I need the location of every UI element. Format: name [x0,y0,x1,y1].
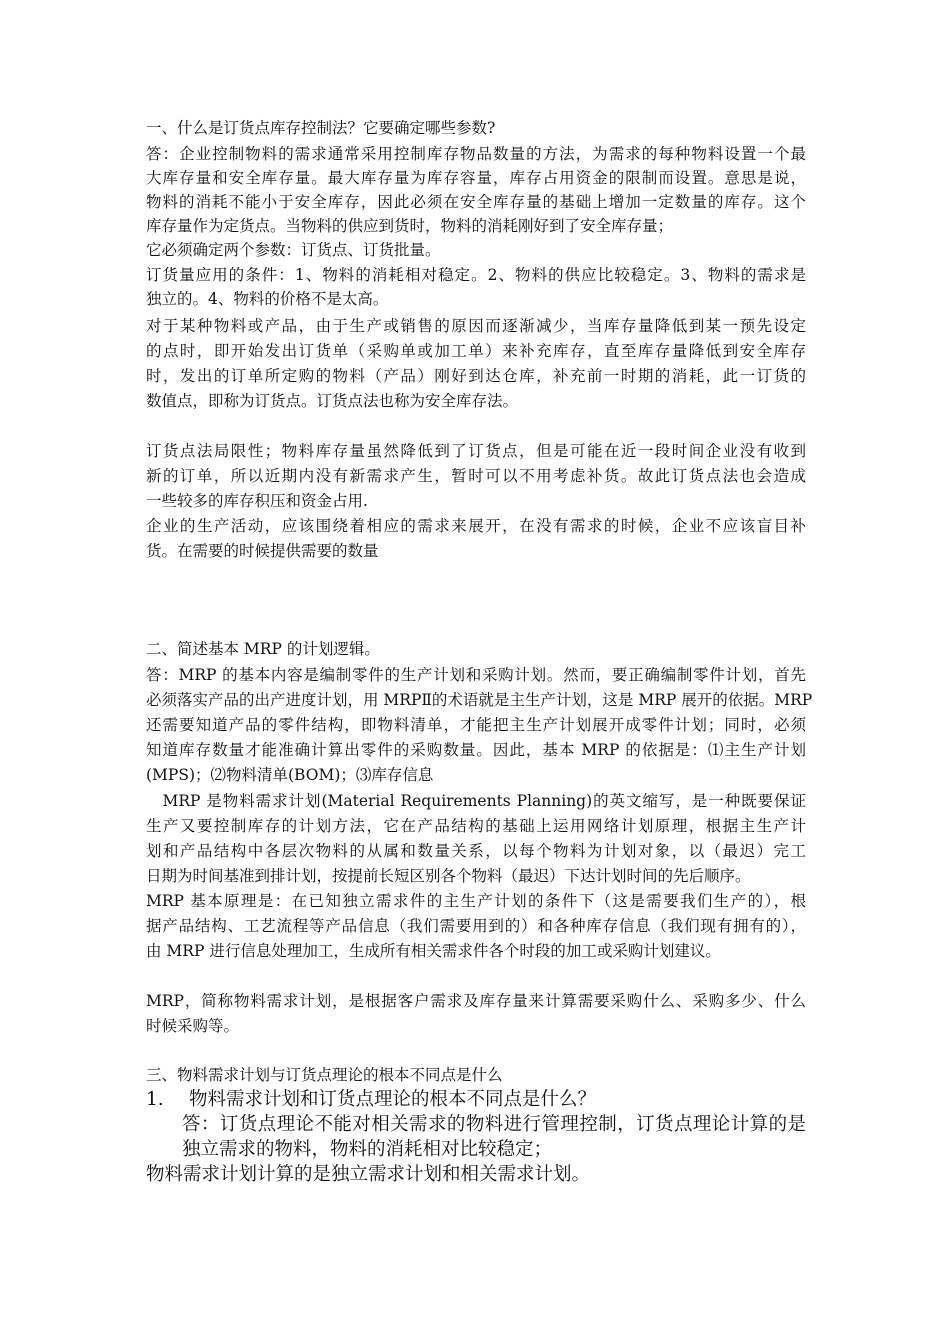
section1-line: 时，发出的订单所定购的物料（产品）刚好到达仓库，补充前一时期的消耗，此一订货的 [146,367,806,385]
section3-answer-line: 答：订货点理论不能对相关需求的物料进行管理控制，订货点理论计算的是 [182,1114,806,1135]
section2-line: 必须落实产品的出产进度计划，用 MRPⅡ的术语就是主生产计划，这是 MRP 展开的依据。MRP [146,691,813,709]
section2-line: MRP，简称物料需求计划，是根据客户需求及库存量来计算需要采购什么、采购多少、什么 [146,992,806,1010]
section1-line: 库存量作为定货点。当物料的供应到货时，物料的消耗刚好到了安全库存量； [146,217,674,235]
section2-line: MRP 是物料需求计划(Material Requirements Planning)的英文缩写，是一种既要保证 [146,792,806,810]
section1-line: 一些较多的库存积压和资金占用. [146,492,368,510]
section1-line: 大库存量和安全库存量。最大库存量为库存容量，库存占用资金的限制而设置。意思是说， [146,169,806,187]
list-number: 1. [146,1089,164,1110]
section1-line: 独立的。4、物料的价格不是太高。 [146,290,389,308]
section1-line: 的点时，即开始发出订货单（采购单或加工单）来补充库存，直至库存量降低到安全库存 [146,342,806,360]
section2-heading: 二、简述基本 MRP 的计划逻辑。 [146,640,380,658]
section1-heading: 一、什么是订货点库存控制法？它要确定哪些参数? [146,119,496,137]
section1-line: 它必须确定两个参数：订货点、订货批量。 [146,241,441,259]
section2-line: 划和产品结构中各层次物料的从属和数量关系，以每个物料为计划对象，以（最迟）完工 [146,842,806,860]
section2-line: 知道库存数量才能准确计算出零件的采购数量。因此，基本 MRP 的依据是：⑴主生产计划 [146,741,806,759]
section2-line: MRP 基本原理是：在已知独立需求件的主生产计划的条件下（这是需要我们生产的），根 [146,892,806,910]
section1-line: 货。在需要的时候提供需要的数量 [146,542,379,560]
section3-heading: 三、物料需求计划与订货点理论的根本不同点是什么 [146,1066,503,1084]
section1-line: 对于某种物料或产品，由于生产或销售的原因而逐渐减少，当库存量降低到某一预先设定 [146,317,806,335]
section3-answer-line: 独立需求的物料，物料的消耗相对比较稳定； [182,1139,553,1160]
section1-line: 新的订单，所以近期内没有新需求产生，暂时可以不用考虑补货。故此订货点法也会造成 [146,467,806,485]
section2-line: 由 MRP 进行信息处理加工，生成所有相关需求件各个时段的加工或采购计划建议。 [146,942,721,960]
section3-question: 物料需求计划和订货点理论的根本不同点是什么？ [189,1089,597,1110]
section1-line: 数值点，即称为订货点。订货点法也称为安全库存法。 [146,392,519,410]
section3-closing: 物料需求计划计算的是独立需求计划和相关需求计划。 [146,1164,591,1185]
section2-line: 时候采购等。 [146,1017,240,1035]
section2-line: 还需要知道产品的零件结构，即物料清单，才能把主生产计划展开成零件计划；同时，必须 [146,716,806,734]
section2-line: 据产品结构、工艺流程等产品信息（我们需要用到的）和各种库存信息（我们现有拥有的）， [146,917,806,935]
section1-line: 答：企业控制物料的需求通常采用控制库存物品数量的方法，为需求的每种物料设置一个最 [146,145,806,163]
section2-line: 生产又要控制库存的计划方法，它在产品结构的基础上运用网络计划原理，根据主生产计 [146,817,806,835]
section2-line: 答：MRP 的基本内容是编制零件的生产计划和采购计划。然而，要正确编制零件计划，首先 [146,666,806,684]
section2-line: 日期为时间基准到排计划，按提前长短区别各个物料（最迟）下达计划时间的先后顺序。 [146,867,751,885]
section1-line: 订货量应用的条件：1、物料的消耗相对稳定。2、物料的供应比较稳定。3、物料的需求是 [146,266,806,284]
section2-line: (MPS)；⑵物料清单(BOM)；⑶库存信息 [146,766,434,784]
section1-line: 企业的生产活动，应该围绕着相应的需求来展开，在没有需求的时候，企业不应该盲目补 [146,517,806,535]
section1-line: 订货点法局限性；物料库存量虽然降低到了订货点，但是可能在近一段时间企业没有收到 [146,442,806,460]
section1-line: 物料的消耗不能小于安全库存，因此必须在安全库存量的基础上增加一定数量的库存。这个 [146,193,806,211]
